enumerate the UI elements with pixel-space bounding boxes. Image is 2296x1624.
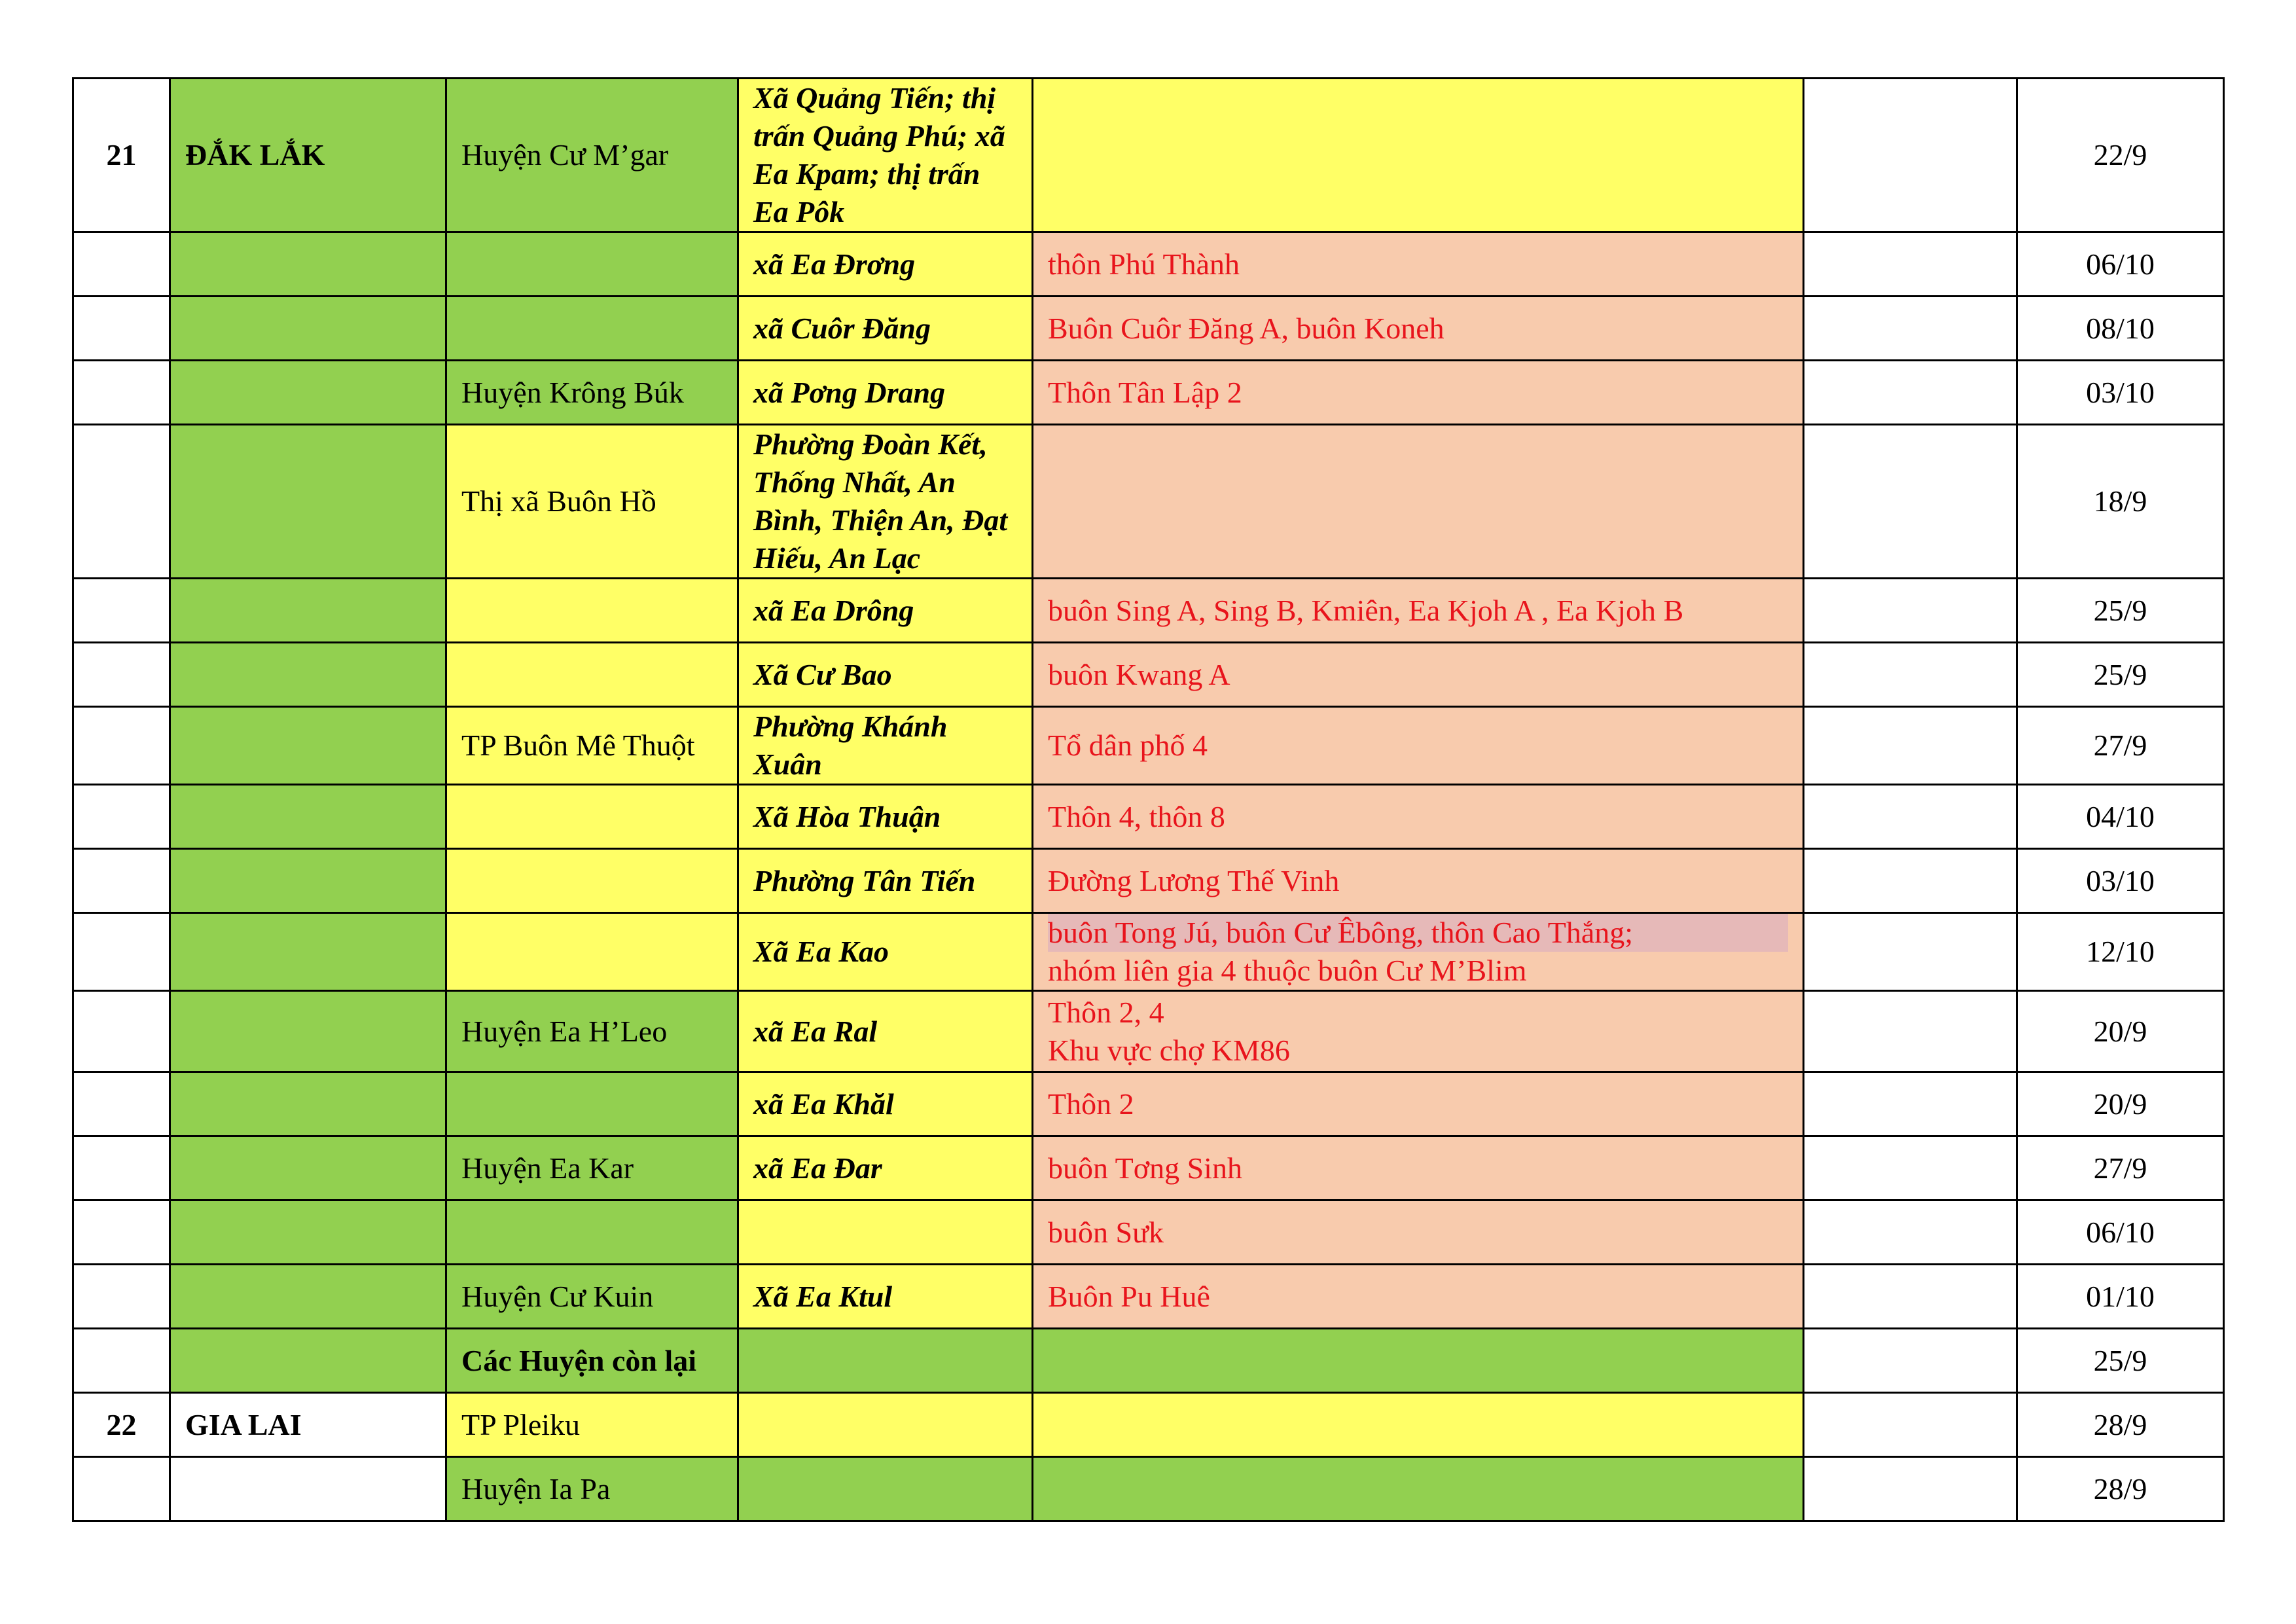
province-cell [170,913,446,991]
village-cell [1033,991,1804,1072]
date-cell: 25/9 [2017,643,2224,707]
row-number [73,425,170,579]
extra-cell [1804,785,2017,849]
row-number [73,579,170,643]
district-cell: TP Pleiku [446,1393,738,1457]
district-cell: Thị xã Buôn Hồ [446,425,738,579]
table-row [73,785,2224,849]
district-cell [446,1200,738,1265]
extra-cell [1804,707,2017,785]
province-cell [170,785,446,849]
village-cell [1033,425,1804,579]
date-cell: 27/9 [2017,707,2224,785]
date-cell: 08/10 [2017,297,2224,361]
district-cell [446,643,738,707]
commune-cell: Xã Ea Ktul [738,1265,1033,1329]
date-cell: 12/10 [2017,913,2224,991]
province-cell [170,991,446,1072]
district-cell: Huyện Ia Pa [446,1457,738,1521]
table-row [73,1072,2224,1136]
row-number [73,1136,170,1200]
village-cell [1033,1329,1804,1393]
commune-cell [738,1393,1033,1457]
village-line: nhóm liên gia 4 thuộc buôn Cư M’Blim [1048,954,1527,987]
province-cell [170,1329,446,1393]
district-cell: Huyện Ea H’Leo [446,991,738,1072]
district-cell [446,297,738,361]
village-cell [1033,913,1804,991]
province-cell [170,1200,446,1265]
extra-cell [1804,1072,2017,1136]
table-row [73,1265,2224,1329]
province-cell [170,707,446,785]
province-cell [170,1457,446,1521]
district-cell: Huyện Ea Kar [446,1136,738,1200]
row-number [73,991,170,1072]
village-line-highlighted: buôn Tong Jú, buôn Cư Êbông, thôn Cao Thắng; [1048,914,1788,952]
extra-cell [1804,913,2017,991]
district-cell [446,849,738,913]
table-row [73,1200,2224,1265]
date-cell: 06/10 [2017,232,2224,297]
commune-cell: Phường Tân Tiến [738,849,1033,913]
village-line: Khu vực chợ KM86 [1048,1033,1290,1067]
date-cell: 20/9 [2017,991,2224,1072]
table-row [73,991,2224,1072]
table-row [73,849,2224,913]
district-cell [446,232,738,297]
commune-cell: Xã Hòa Thuận [738,785,1033,849]
district-cell: Huyện Cư M’gar [446,79,738,232]
date-cell: 27/9 [2017,1136,2224,1200]
district-cell [446,913,738,991]
date-cell: 28/9 [2017,1393,2224,1457]
table-row [73,1393,2224,1457]
village-cell: Đường Lương Thế Vinh [1033,849,1804,913]
province-cell: ĐẮK LẮK [170,79,446,232]
village-cell: buôn Sưk [1033,1200,1804,1265]
extra-cell [1804,1329,2017,1393]
extra-cell [1804,1265,2017,1329]
extra-cell [1804,1393,2017,1457]
district-cell: TP Buôn Mê Thuột [446,707,738,785]
date-cell: 25/9 [2017,579,2224,643]
province-cell [170,579,446,643]
commune-cell: Xã Quảng Tiến; thị trấn Quảng Phú; xã Ea Kpam; thị trấn Ea Pôk [738,79,1033,232]
row-number [73,297,170,361]
district-cell [446,1072,738,1136]
table-row [73,79,2224,232]
province-cell [170,297,446,361]
row-number [73,913,170,991]
district-cell [446,579,738,643]
table-row [73,297,2224,361]
extra-cell [1804,849,2017,913]
table-row [73,707,2224,785]
extra-cell [1804,991,2017,1072]
extra-cell [1804,232,2017,297]
row-number [73,707,170,785]
province-cell [170,1072,446,1136]
province-cell [170,643,446,707]
district-cell: Huyện Cư Kuin [446,1265,738,1329]
extra-cell [1804,425,2017,579]
extra-cell [1804,1457,2017,1521]
row-number [73,361,170,425]
village-cell: Tổ dân phố 4 [1033,707,1804,785]
province-cell [170,361,446,425]
village-cell: Thôn Tân Lập 2 [1033,361,1804,425]
village-cell [1033,79,1804,232]
commune-cell: Phường Khánh Xuân [738,707,1033,785]
schedule-table [72,77,2225,1522]
table-row [73,1457,2224,1521]
province-cell: GIA LAI [170,1393,446,1457]
date-cell: 04/10 [2017,785,2224,849]
commune-cell [738,1200,1033,1265]
row-number [73,785,170,849]
village-cell: buôn Kwang A [1033,643,1804,707]
village-cell [1033,1457,1804,1521]
commune-cell: xã Ea Đrơng [738,232,1033,297]
row-number [73,849,170,913]
province-cell [170,425,446,579]
village-cell: Buôn Cuôr Đăng A, buôn Koneh [1033,297,1804,361]
row-number [73,1200,170,1265]
date-cell: 03/10 [2017,849,2224,913]
commune-cell: Phường Đoàn Kết, Thống Nhất, An Bình, Thiện An, Đạt Hiếu, An Lạc [738,425,1033,579]
extra-cell [1804,1136,2017,1200]
village-cell: buôn Sing A, Sing B, Kmiên, Ea Kjoh A , Ea Kjoh B [1033,579,1804,643]
village-cell [1033,1393,1804,1457]
date-cell: 03/10 [2017,361,2224,425]
district-cell: Huyện Krông Búk [446,361,738,425]
row-number [73,1329,170,1393]
date-cell: 06/10 [2017,1200,2224,1265]
row-number [73,232,170,297]
extra-cell [1804,579,2017,643]
province-cell [170,849,446,913]
row-number [73,643,170,707]
table-row [73,643,2224,707]
date-cell: 25/9 [2017,1329,2224,1393]
commune-cell: xã Cuôr Đăng [738,297,1033,361]
extra-cell [1804,297,2017,361]
province-cell [170,1136,446,1200]
table-row [73,361,2224,425]
village-cell: Buôn Pu Huê [1033,1265,1804,1329]
date-cell: 28/9 [2017,1457,2224,1521]
commune-cell: xã Ea Drông [738,579,1033,643]
row-number [73,1457,170,1521]
village-line: Thôn 2, 4 [1048,995,1164,1029]
table-row [73,425,2224,579]
table-row [73,1329,2224,1393]
commune-cell: xã Ea Khăl [738,1072,1033,1136]
village-cell: thôn Phú Thành [1033,232,1804,297]
extra-cell [1804,643,2017,707]
table-row [73,579,2224,643]
table-row [73,1136,2224,1200]
commune-cell: xã Ea Ral [738,991,1033,1072]
district-cell [446,785,738,849]
village-cell: Thôn 4, thôn 8 [1033,785,1804,849]
commune-cell [738,1329,1033,1393]
commune-cell: Xã Cư Bao [738,643,1033,707]
date-cell: 20/9 [2017,1072,2224,1136]
extra-cell [1804,79,2017,232]
village-cell: buôn Tơng Sinh [1033,1136,1804,1200]
province-cell [170,232,446,297]
village-cell: Thôn 2 [1033,1072,1804,1136]
table-row [73,232,2224,297]
date-cell: 18/9 [2017,425,2224,579]
extra-cell [1804,1200,2017,1265]
date-cell: 22/9 [2017,79,2224,232]
commune-cell: Xã Ea Kao [738,913,1033,991]
date-cell: 01/10 [2017,1265,2224,1329]
row-number [73,1265,170,1329]
row-number [73,1072,170,1136]
table-row [73,913,2224,991]
extra-cell [1804,361,2017,425]
commune-cell: xã Pơng Drang [738,361,1033,425]
district-cell: Các Huyện còn lại [446,1329,738,1393]
commune-cell: xã Ea Đar [738,1136,1033,1200]
row-number: 22 [73,1393,170,1457]
province-cell [170,1265,446,1329]
commune-cell [738,1457,1033,1521]
row-number: 21 [73,79,170,232]
